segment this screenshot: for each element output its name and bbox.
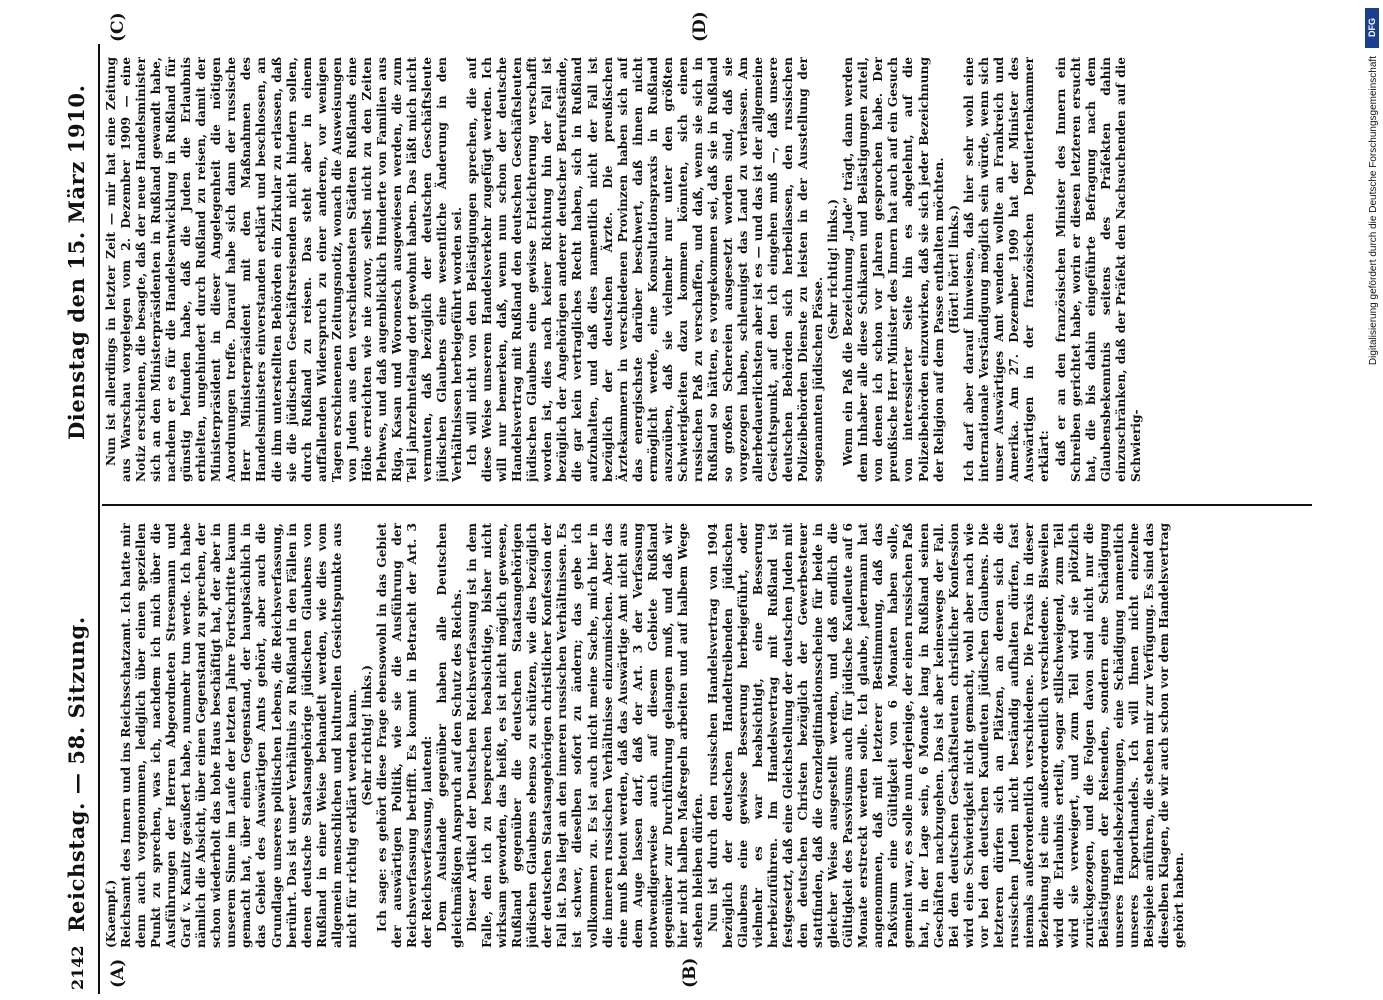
interjection-5: (Hört! hört! links.) [946, 204, 961, 335]
interjection-3: (Sehr richtig! links.) [359, 665, 374, 806]
interjection-3: (Sehr richtig! links.) [826, 199, 841, 340]
header-rule [98, 44, 100, 994]
paragraph-1: (Kaempf.) [104, 879, 118, 948]
margin-mark-d: (D) [690, 11, 710, 42]
margin-mark-b: (B) [680, 957, 700, 988]
text-column-right [104, 57, 1324, 482]
page-number: 2142 [68, 945, 87, 990]
paragraph-5: Dem Auslande gegenüber haben alle Deutschen gleichmäßigen Anspruch auf den Schutz des Reichs. [435, 523, 465, 948]
paragraph-1: Nun ist allerdings in letzter Zeit — mir hat eine Zeitung aus Warschau vorgelegen vom 2. Dezember 1909 — eine Notiz erschienen, die besagte, daß der neue Handelsminister sich an den Ministerpräsidenten in Rußland gewandt habe, nachdem er es für die Handelsentwicklung in Rußland für günstig befunden habe, daß die Juden die Erlaubnis erhielten, ungehindert durch Rußland zu reisen, damit der Ministerpräsident in dieser Angelegenheit die nötigen Anordnungen treffe. Darauf habe sich dann der russische Herr Ministerpräsident mit den Maßnahmen des Handelsministers einverstanden erklärt und beschlossen, an die ihm unterstellten Behörden ein Zirkular zu erlassen, daß sie die jüdischen Geschäftsreisenden nicht hindern sollen, durch Rußland zu reisen. Das steht aber in einem auffallenden Widerspruch zu einer anderen, vor wenigen Tagen erschienenen Zeitungsnotiz, wonach die Ausweisungen von Juden aus den verschiedensten Städten Rußlands eine Höhe erreichten wie nie zuvor, selbst nicht zu den Zeiten Plehwes, und daß augenblicklich Hunderte von Familien aus Riga, Kasan und Woronesch ausgewiesen werden, die zum Teil jahrzehntelang dort gewohnt haben. Das läßt mich nicht vermuten, daß bezüglich der deutschen Geschäftsleute jüdischen Glaubens eine wesentliche Änderung in den Verhältnissen herbeigeführt worden sei. [104, 57, 465, 482]
margin-mark-c: (C) [108, 12, 128, 42]
paragraph-6: Dieser Artikel der Deutschen Reichsverfassung ist in dem Falle, den ich zu besprechen beabsichtige, bisher nicht wirksam geworden, das heißt, es ist nicht möglich gewesen, Rußland gegenüber die deutschen Staatsangehörigen jüdischen Glaubens ebenso zu schützen, wie dies bezüglich der deutschen Staatsangehörigen christlicher Konfession der Fall ist. Das liegt an den inneren russischen Verhältnissen. Es ist schwer, dieselben sofort zu ändern; das gebe ich vollkommen zu. Es ist auch nicht meine Sache, mich hier in die inneren russischen Verhältnisse einzumischen. Aber das eine muß betont werden, daß das Auswärtige Amt nicht aus dem Auge lassen darf, daß der Art. 3 der Verfassung notwendigerweise auch auf diesem Gebiete Rußland gegenüber zur Durchführung gelangen muß, und daß wir hier nicht halben Maßregeln arbeiten und auf halbem Wege stehen bleiben dürfen. [465, 523, 705, 948]
paragraph-4: Wenn ein Paß die Bezeichnung „Jude“ trägt, dann werden dem Inhaber alle diese Schikanen und Belästigungen zuteil, von denen ich schon vor Jahren gesprochen habe. Der preußische Herr Minister des Innern hat auch auf ein Gesuch von interessierter Seite hin es abgelehnt, auf die Polizeibehörden einzuwirken, daß sie sich jeder Bezeichnung der Religion auf dem Passe enthalten möchten. [841, 57, 946, 482]
paragraph-4: Ich sage: es gehört diese Frage ebensowohl in das Gebiet der auswärtigen Politik, wie sie die Ausführung der Reichsverfassung betrifft. Es kommt in Betracht der Art. 3 der Reichsverfassung, lautend: [374, 523, 434, 948]
running-head-left: Reichstag. — 58. Sitzung. [64, 616, 89, 932]
text-column-left [104, 523, 1324, 948]
paragraph-7: daß er an den französischen Minister des Innern ein Schreiben gerichtet habe, worin er diesen letzteren ersucht hat, die bis dahin eingeführte Befragung nach dem Glaubensbekenntnis seitens des Präfekten dahin einzuschränken, daß der Präfekt den Nachsuchenden auf die Schwierig- [1053, 57, 1144, 482]
paragraph-7: Nun ist durch den russischen Handelsvertrag von 1904 bezüglich der deutschen Handeltreibenden jüdischen Glaubens eine gewisse Besserung herbeigeführt, oder vielmehr es war beabsichtigt, eine Besserung herbeizuführen. Im Handelsvertrag mit Rußland ist festgesetzt, daß eine Gleichstellung der deutschen Juden mit den deutschen Christen bezüglich der Gewerbesteuer stattfinden, daß die Grenzlegitimationsscheine für beide in gleicher Weise ausgestellt werden, und daß endlich die Gültigkeit des Passvisums auch für jüdische Kaufleute auf 6 Monate erstreckt werden solle. Ich glaube, jedermann hat angenommen, daß mit letzterer Bestimmung, daß das Paßvisum eine Gültigkeit von 6 Monaten haben solle, gemeint war, es solle nun derjenige, der einen russischen Paß hat, in der Lage sein, 6 Monate lang in Rußland seinen Geschäften nachzugehen. Das ist aber keineswegs der Fall. Bei den deutschen Geschäftsleuten christlicher Konfession wird eine Schwierigkeit nicht gemacht, wohl aber nach wie vor bei den deutschen Kaufleuten jüdischen Glaubens. Die letzteren dürfen sich an Plätzen, an denen sich die russischen Juden nicht beständig aufhalten dürfen, fast niemals außerordentlich verschiedene. Die Praxis in dieser Beziehung ist eine außerordentlich verschiedene. Bisweilen wird die Erlaubnis erteilt, sogar stillschweigend, zum Teil wird sie verweigert, und zum Teil wird sie plötzlich zurückgezogen, und die Folgen davon sind nicht nur die Belästigungen der Reisenden, sondern eine Schädigung unseres Handelsbeziehungen, eine Schädigung namentlich unseres Exporthandels. Ich will Ihnen nicht einzelne Beispiele anführen, die stehen mir zur Verfügung. Es sind das dieselben Klagen, die wir auch schon vor dem Handelsvertrag gehört haben. [705, 523, 1187, 948]
column-divider [102, 504, 1312, 506]
rotated-newspaper-page [50, 0, 1350, 1000]
margin-mark-a: (A) [108, 958, 128, 988]
paragraph-2: Ich will nicht von den Belästigungen sprechen, die auf diese Weise unserem Handelsverkehr zugefügt werden. Ich will nur bemerken, daß, wenn nun schon der deutsche Handelsvertrag mit Rußland den deutschen Geschäftsleuten jüdischen Glaubens eine gewisse Erleichterung verschafft worden ist, dies nach keiner Richtung hin der Fall ist bezüglich der Angehörigen anderer deutscher Berufsstände, die gar kein vertragliches Recht haben, sich in Rußland aufzuhalten, und daß dies namentlich nicht der Fall ist bezüglich der deutschen Ärzte. Die preußischen Ärztekammern in verschiedenen Provinzen haben sich auf das energischste darüber beschwert, daß ihnen nicht ermöglicht werde, eine Konsultationspraxis in Rußland auszuüben, daß sie vielmehr nur unter den größten Schwierigkeiten dazu kommen könnten, sich einen russischen Paß zu verschaffen, und daß, wenn sie sich in Rußland so hätten, es vorgekommen sei, daß sie in Rußland so großen Schereien ausgesetzt worden sind, daß sie vorgezogen haben, schleunigst das Land zu verlassen. Am allerbedauerlichsten aber ist es — und das ist der allgemeine Gesichtspunkt, auf den ich eingehen muß —, daß unsere deutschen Behörden sich herbeilassen, den russischen Polizeibehörden Dienste zu leisten in der Ausstellung der sogenannten jüdischen Pässe. [465, 57, 826, 482]
paragraph-6: Ich darf aber darauf hinweisen, daß hier sehr wohl eine internationale Verständigung möglich sein würde, wenn sich unser Auswärtiges Amt wenden wollte an Frankreich und Amerika. Am 27. Dezember 1909 hat der Minister des Auswärtigen in der französischen Deputiertenkammer erklärt: [961, 57, 1051, 482]
dfg-logo: DFG [1365, 8, 1379, 48]
paragraph-2: Reichsamt des Innern und ins Reichsschatzamt. Ich hatte mir denn auch vorgenommen, lediglich über einen speziellen Punkt zu sprechen, was ich, nachdem ich mich über die Ausführungen der Herren Abgeordneten Stresemann und Graf v. Kanitz geäußert habe, nunmehr tun werde. Ich habe nämlich die Absicht, über einen Gegenstand zu sprechen, der schon wiederholt das hohe Haus beschäftigt hat, der aber in unserem Sinne im Laufe der letzten Jahre Fortschritte kaum gemacht hat, über einen Gegenstand, der hauptsächlich in das Gebiet des Auswärtigen Amts gehört, aber auch die Grundlage unseres politischen Lebens, die Reichsverfassung, berührt. Das ist unser Verhältnis zu Rußland in den Fällen in denen deutsche Staatsangehörige jüdischen Glaubens von Rußland in einer Weise behandelt werden, wie dies vom allgemein menschlichen und kulturellen Gesichtspunkte aus nicht für richtig erklärt werden kann. [119, 523, 359, 948]
running-head-right: Dienstag den 15. März 1910. [64, 84, 89, 440]
digitization-credit: Digitalisierung gefördert durch die Deutsche Forschungsgemeinschaft [1368, 56, 1379, 366]
